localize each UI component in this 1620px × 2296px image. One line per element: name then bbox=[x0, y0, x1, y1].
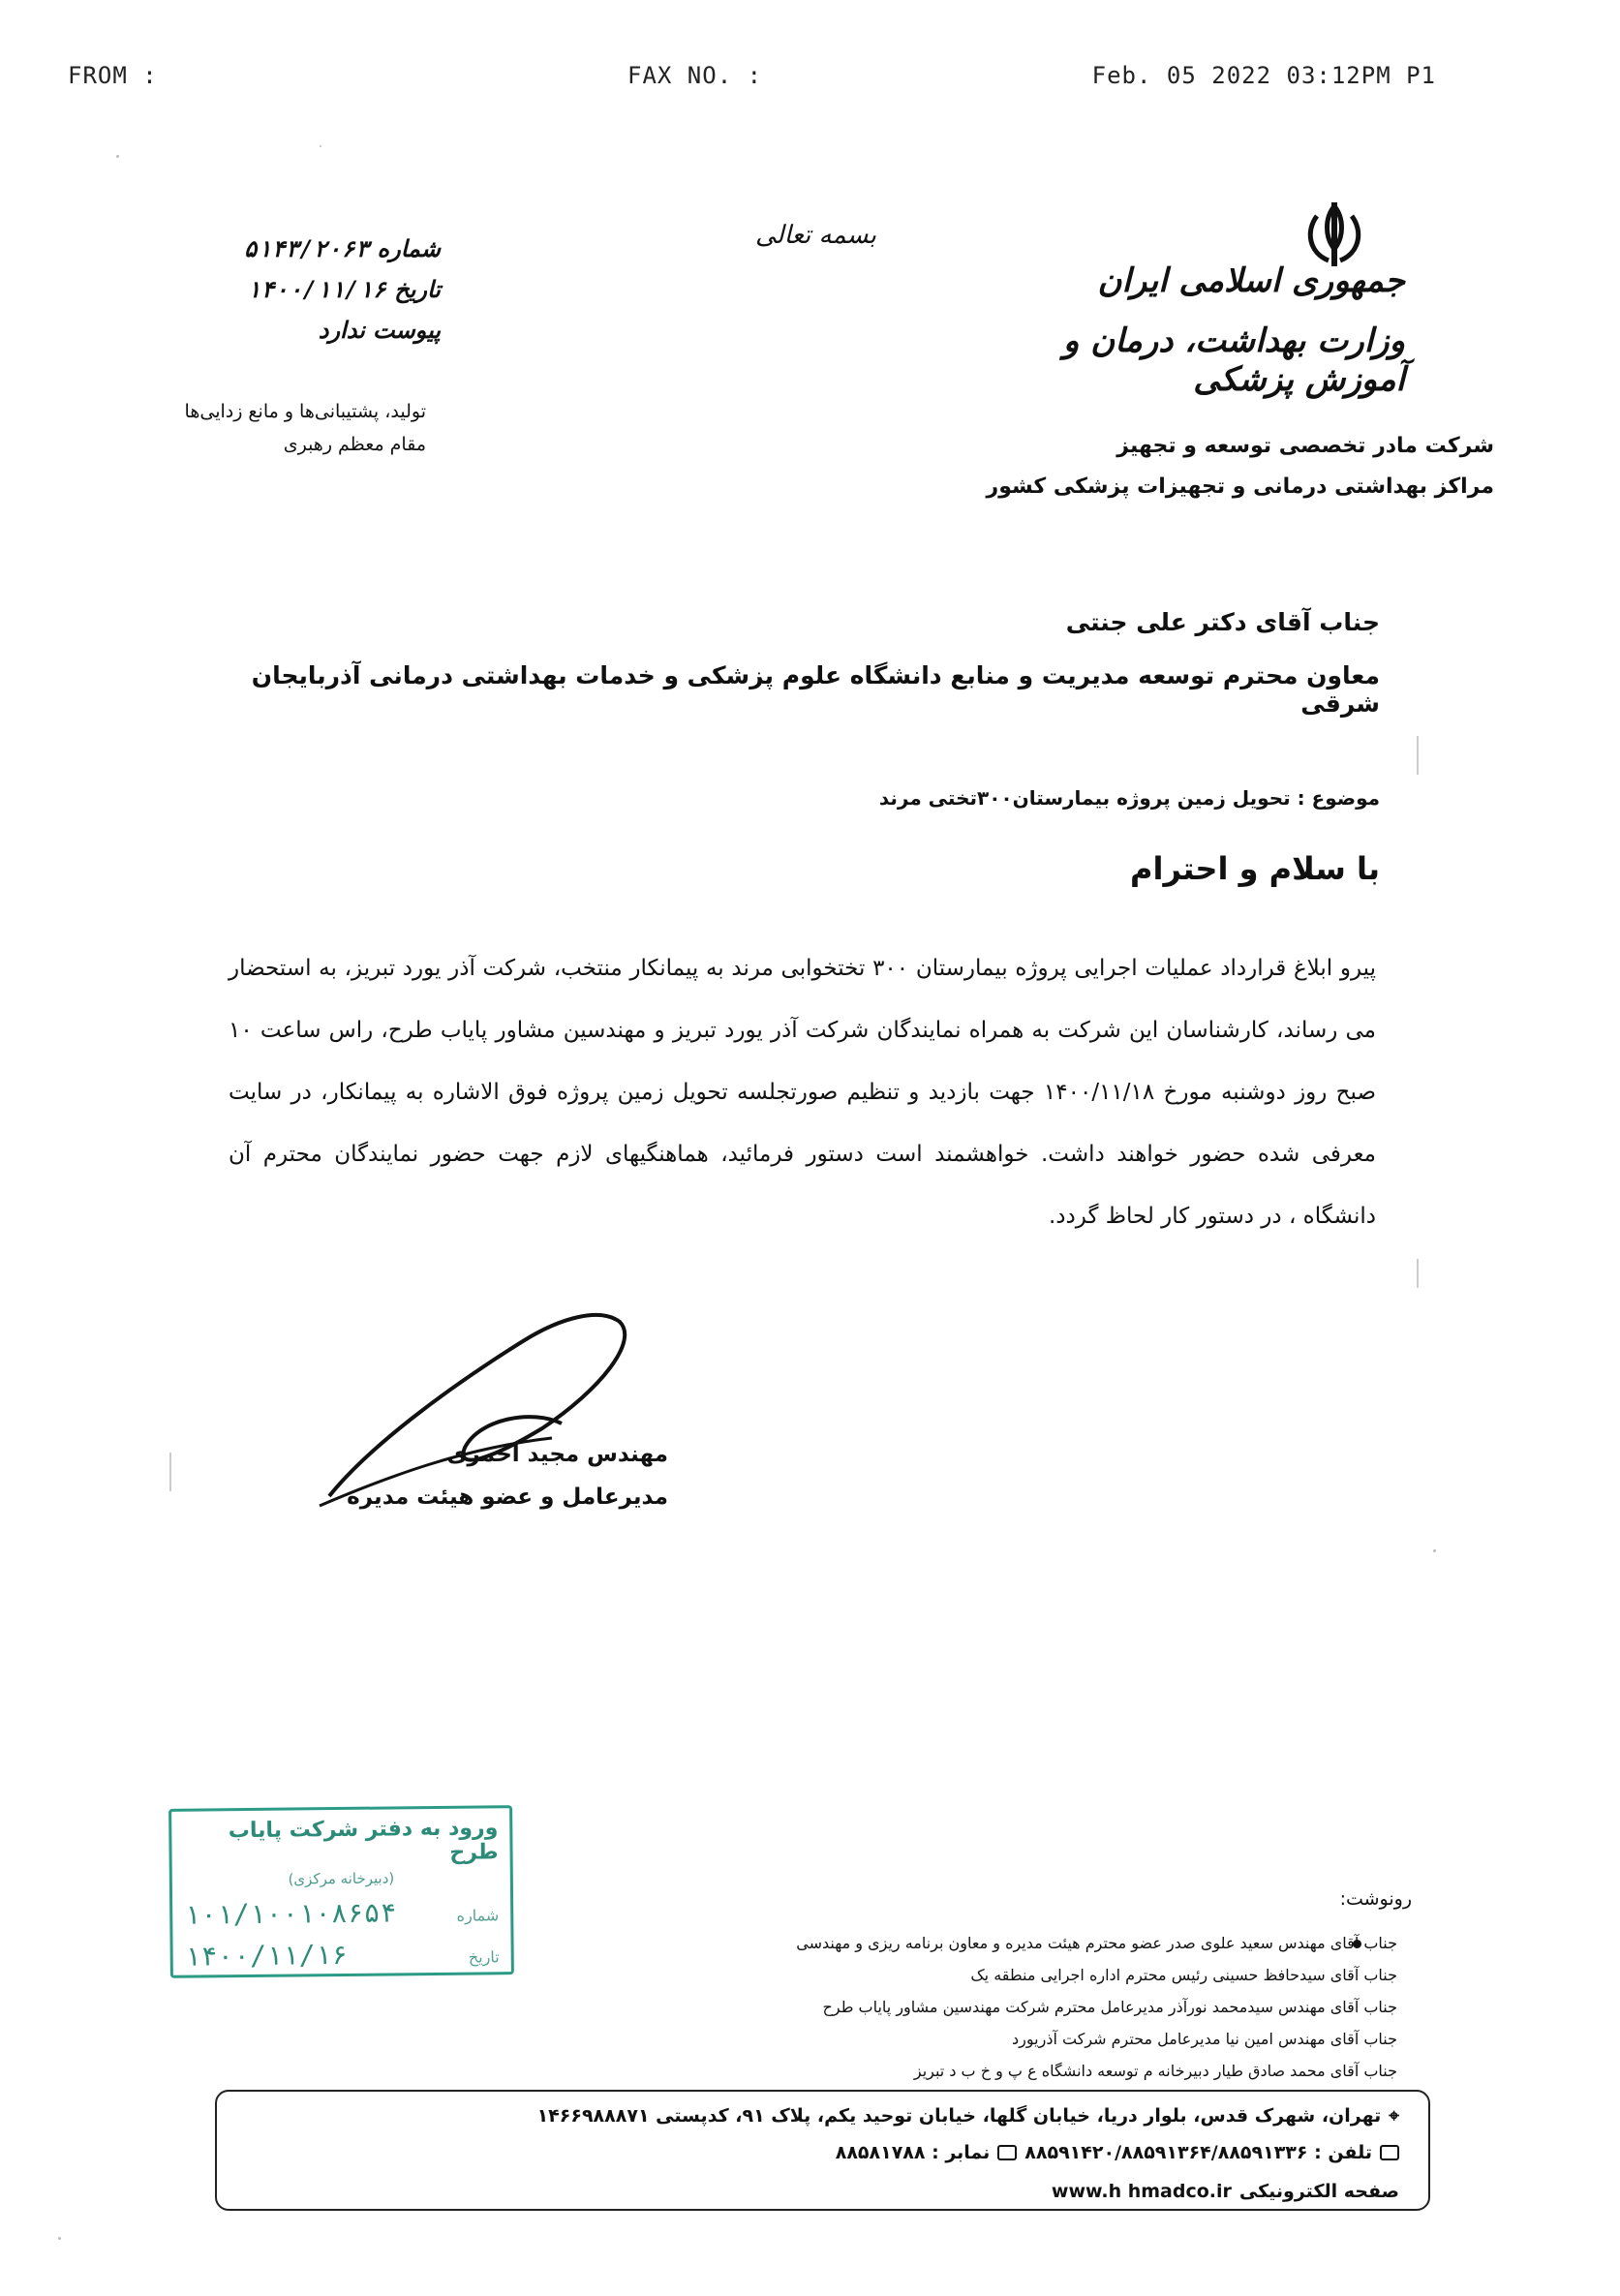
fax-number-label: FAX NO. : bbox=[627, 62, 763, 89]
stamp-date-label: تاریخ bbox=[468, 1947, 500, 1967]
footer-web-label: صفحه الکترونیکی bbox=[1238, 2181, 1399, 2202]
signer-block bbox=[320, 1433, 668, 1518]
motto bbox=[116, 395, 426, 461]
footer-web-line bbox=[1052, 2181, 1399, 2202]
scan-artifact bbox=[169, 1453, 171, 1491]
phone-icon bbox=[1380, 2145, 1399, 2160]
footer-phone-line bbox=[836, 2142, 1399, 2163]
footer-fax: نمابر : ۸۸۵۸۱۷۸۸ bbox=[835, 2142, 991, 2163]
footer-address: تهران، شهرک قدس، بلوار دریا، خیابان گلها، خیابان توحید یکم، پلاک ۹۱، کدپستی ۱۴۶۶۹۸۸۸۷۱ bbox=[536, 2105, 1382, 2127]
letter-body: پیرو ابلاغ قرارداد عملیات اجرایی پروژه بیمارستان ۳۰۰ تختخوابی مرند به پیمانکار منتخب، شرکت آذر یورد تبریز، به استحضار می رساند، کارشناسان این شرکت به همراه نمایندگان شرکت آذر یورد تبریز و مهندسین مشاور پایاب طرح، راس ساعت ۱۰ صبح روز دوشنبه مورخ ۱۴۰۰/۱۱/۱۸ جهت بازدید و تنظیم صورتجلسه تحویل زمین پروژه فوق الاشاره به پیمانکار، در سایت معرفی شده حضور خواهند داشت. خواهشمند است دستور فرمائید، هماهنگیهای لازم جهت حضور نمایندگان محترم آن دانشگاه ، در دستور کار لحاظ گردد. bbox=[229, 956, 1377, 1229]
fax-icon bbox=[997, 2145, 1017, 2160]
footer-contact-box bbox=[215, 2090, 1430, 2211]
letter-number-row bbox=[199, 229, 441, 269]
recipient-name: جناب آقای دکتر علی جنتی bbox=[1065, 608, 1380, 636]
motto-line1: تولید، پشتیبانی‌ها و مانع زدایی‌ها bbox=[184, 401, 426, 422]
letter-number-value: ۵۱۴۳/۲۰۶۳ bbox=[243, 235, 370, 262]
cc-label: رونوشت: bbox=[1339, 1888, 1412, 1910]
scan-artifact bbox=[320, 145, 321, 147]
letter-date-label: تاریخ bbox=[394, 275, 441, 303]
company-name-line2: مراکز بهداشتی درمانی و تجهیزات پزشکی کشور bbox=[986, 475, 1494, 499]
cc-item: جناب آقای محمد صادق طیار دبیرخانه م توسعه دانشگاه ع پ و خ ب د تبریز bbox=[913, 2062, 1397, 2080]
stamp-number-row bbox=[184, 1895, 499, 1930]
stamp-date-row bbox=[185, 1937, 500, 1972]
cc-item: جناب آقای مهندس سیدمحمد نورآذر مدیرعامل محترم شرکت مهندسین مشاور پایاب طرح bbox=[822, 1998, 1397, 2016]
motto-line2: مقام معظم رهبری bbox=[283, 434, 426, 455]
ministry-letterhead bbox=[998, 261, 1405, 399]
scan-artifact bbox=[1433, 1549, 1436, 1552]
scan-artifact bbox=[116, 155, 119, 158]
company-letterhead bbox=[894, 426, 1494, 507]
cc-item: جناب آقای مهندس امین نیا مدیرعامل محترم شرکت آذریورد bbox=[1012, 2030, 1397, 2048]
fax-from-label: FROM : bbox=[68, 62, 158, 89]
greeting: با سلام و احترام bbox=[1130, 850, 1380, 887]
republic-name: جمهوری اسلامی ایران bbox=[1097, 261, 1405, 300]
location-icon: ⌖ bbox=[1389, 2105, 1399, 2127]
stamp-number-value: ۱۰۱/۱۰۰۱۰۸۶۵۴ bbox=[184, 1896, 397, 1931]
cc-list bbox=[719, 1927, 1397, 2087]
footer-website: www.h hmadco.ir bbox=[1051, 2181, 1232, 2202]
recipient-block bbox=[218, 608, 1380, 718]
recipient-title: معاون محترم توسعه مدیریت و منابع دانشگاه علوم پزشکی و خدمات بهداشتی درمانی آذربایجان شرقی bbox=[251, 661, 1380, 718]
signer-role: مدیرعامل و عضو هیئت مدیره bbox=[347, 1485, 668, 1510]
cc-item: جناب آقای سیدحافظ حسینی رئیس محترم اداره اجرایی منطقه یک bbox=[970, 1966, 1397, 1984]
letter-attachment-label: پیوست bbox=[373, 316, 441, 344]
letter-number-label: شماره bbox=[377, 234, 441, 262]
letter-date-row bbox=[199, 269, 441, 310]
scan-artifact bbox=[1417, 1259, 1419, 1288]
letter-date-value: ۱۴۰۰/۱۱/۱۶ bbox=[246, 276, 387, 303]
scan-artifact bbox=[58, 2237, 61, 2240]
letter-attachment-row bbox=[199, 310, 441, 351]
stamp-title: ورود به دفتر شرکت پایاب طرح bbox=[228, 1816, 499, 1865]
stamp-subtitle: (دبیرخانه مرکزی) bbox=[288, 1869, 395, 1888]
subject-line: موضوع : تحویل زمین پروژه بیمارستان۳۰۰تختی مرند bbox=[878, 786, 1380, 810]
cc-item: جناب آقای مهندس سعید علوی صدر عضو محترم هیئت مدیره و معاون برنامه ریزی و مهندسی bbox=[796, 1934, 1397, 1952]
letter-meta bbox=[199, 229, 441, 351]
letter-attachment-value: ندارد bbox=[318, 316, 365, 344]
scan-artifact bbox=[1417, 736, 1419, 775]
footer-address-line bbox=[537, 2105, 1399, 2127]
fax-timestamp: Feb. 05 2022 03:12PM P1 bbox=[1091, 62, 1436, 89]
stamp-number-label: شماره bbox=[456, 1906, 500, 1925]
invocation-text: بسمه تعالی bbox=[755, 221, 876, 250]
footer-phone: تلفن : ۸۸۵۹۱۴۲۰/۸۸۵۹۱۳۶۴/۸۸۵۹۱۳۳۶ bbox=[1024, 2142, 1372, 2163]
company-name-line1: شرکت مادر تخصصی توسعه و تجهیز bbox=[1116, 434, 1494, 458]
signer-name: مهندس مجید احمری bbox=[446, 1442, 668, 1467]
stamp-date-value: ۱۴۰۰/۱۱/۱۶ bbox=[184, 1938, 349, 1973]
received-stamp bbox=[168, 1805, 514, 1978]
ministry-name: وزارت بهداشت، درمان و آموزش پزشکی bbox=[1062, 321, 1405, 399]
